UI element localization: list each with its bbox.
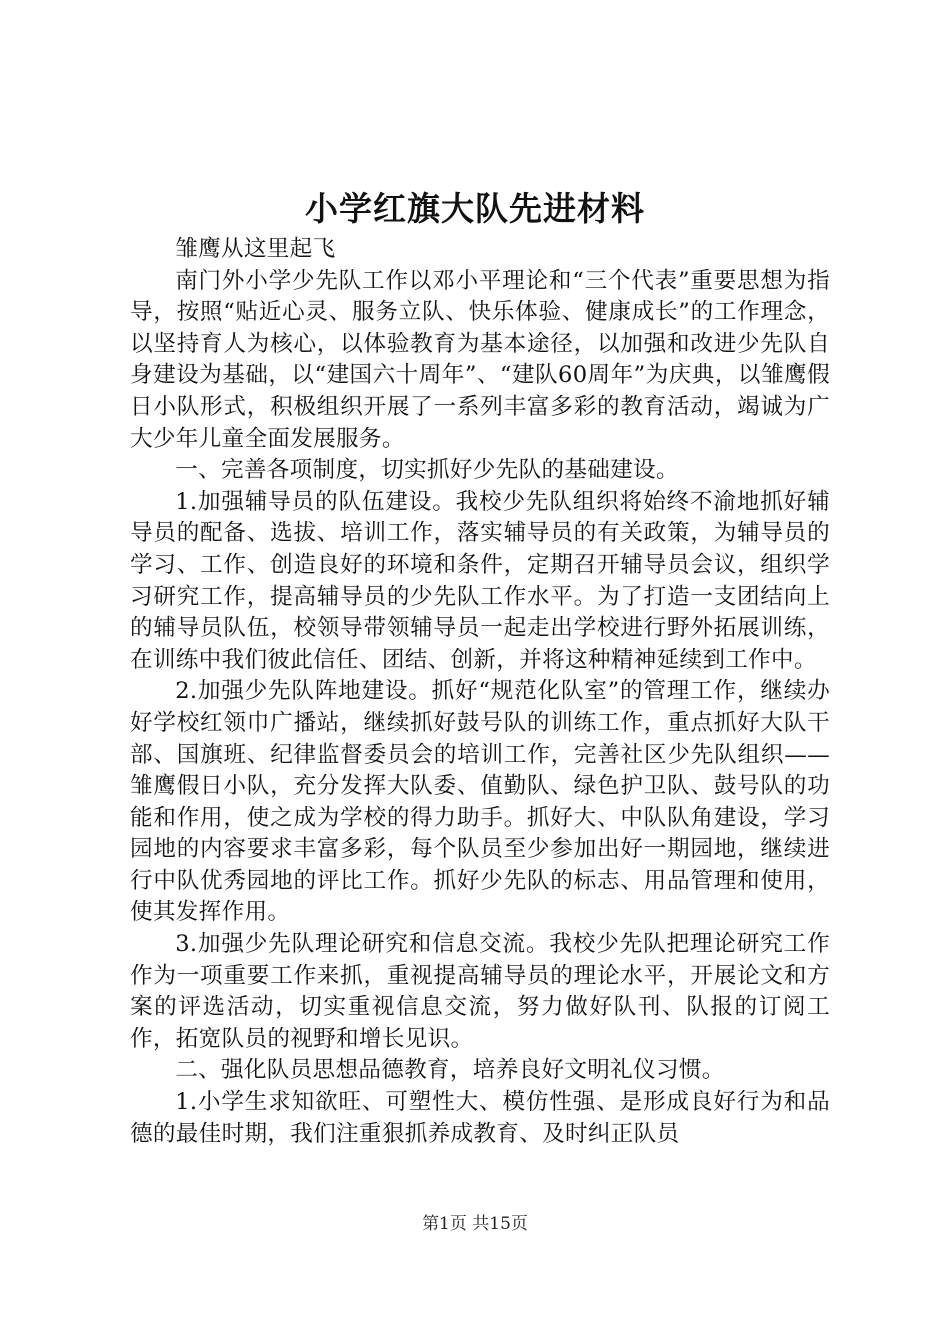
document-title: 小学红旗大队先进材料 (305, 189, 645, 228)
intro-paragraph: 南门外小学少先队工作以邓小平理论和“三个代表”重要思想为指导，按照“贴近心灵、服务立队、快乐体验、健康成长”的工作理念，以坚持育人为核心，以体验教育为基本途径，以加强和改进少先队自身建设为基础，以“建国六十周年”、“建队60周年”为庆典，以雏鹰假日小队形式，积极组织开展了一系列丰富多彩的教育活动，竭诚为广大少年儿童全面发展服务。 (130, 267, 830, 452)
section-heading-2: 二、强化队员思想品德教育，培养良好文明礼仪习惯。 (175, 1057, 725, 1084)
subtitle-paragraph: 雏鹰从这里起飞 (175, 236, 336, 262)
section-heading-1: 一、完善各项制度，切实抓好少先队的基础建设。 (175, 457, 679, 484)
document-body (130, 234, 830, 1150)
body-paragraph: 1.小学生求知欲旺、可塑性大、模仿性强、是形成良好行为和品德的最佳时期，我们注重狠抓养成教育、及时纠正队员 (130, 1089, 830, 1147)
body-paragraph: 2.加强少先队阵地建设。抓好“规范化队室”的管理工作，继续办好学校红领巾广播站，继续抓好鼓号队的训练工作，重点抓好大队干部、国旗班、纪律监督委员会的培训工作，完善社区少先队组织——雏鹰假日小队，充分发挥大队委、值勤队、绿色护卫队、鼓号队的功能和作用，使之成为学校的得力助手。抓好大、中队队角建设，学习园地的内容要求丰富多彩，每个队员至少参加出好一期园地，继续进行中队优秀园地的评比工作。抓好少先队的标志、用品管理和使用，使其发挥作用。 (130, 678, 830, 926)
body-paragraph: 3.加强少先队理论研究和信息交流。我校少先队把理论研究工作作为一项重要工作来抓，重视提高辅导员的理论水平，开展论文和方案的评选活动，切实重视信息交流，努力做好队刊、队报的订阅工作，拓宽队员的视野和增长见识。 (130, 931, 830, 1052)
page-footer: 第1页 共15页 (422, 1214, 528, 1234)
body-paragraph: 1.加强辅导员的队伍建设。我校少先队组织将始终不渝地抓好辅导员的配备、选拔、培训工作，落实辅导员的有关政策，为辅导员的学习、工作、创造良好的环境和条件，定期召开辅导员会议，组织学习研究工作，提高辅导员的少先队工作水平。为了打造一支团结向上的辅导员队伍，校领导带领辅导员一起走出学校进行野外拓展训练，在训练中我们彼此信任、团结、创新，并将这种精神延续到工作中。 (130, 488, 830, 673)
